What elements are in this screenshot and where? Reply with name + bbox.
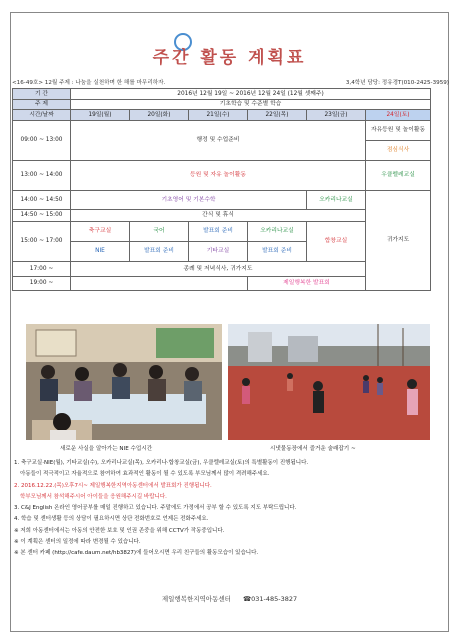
left-photo-caption: 새로운 사실을 알아가는 NIE 수업시간 — [60, 446, 153, 452]
time-slot: 19:00 ~ — [13, 277, 71, 291]
fri-event-recital: 제일행복한 발표회 — [248, 277, 366, 291]
wed-activity-rehearsal: 발표회 준비 — [189, 222, 248, 242]
day-header: 21일(수) — [189, 110, 248, 121]
note-item: 2. 2016.12.22.(목)오후7시~ 제일행복한지역아동센터에서 발표회가 진행됩니다. — [14, 482, 212, 489]
period-value: 2016년 12월 19일 ~ 2016년 12월 24일 (12월 셋째주) — [71, 89, 431, 100]
tue-activity-rehearsal: 발표회 준비 — [130, 242, 189, 262]
activity-dinner: 종례 및 저녁식사, 귀가지도 — [71, 262, 366, 277]
activity-snack: 간식 및 휴식 — [71, 210, 366, 222]
time-slot: 13:00 ~ 14:00 — [13, 161, 71, 191]
time-slot: 14:50 ~ 15:00 — [13, 210, 71, 222]
footer — [0, 594, 459, 603]
theme-label: 주 제 — [13, 100, 71, 110]
activity-ocarina: 오카리나교실 — [307, 191, 366, 210]
note-item: 1. 축구교실·NIE(월), 기타교실(수), 오카리나교실(목), 오카리나·합창교실(금), 우클렐레교실(토)의 특별활동이 진행됩니다. — [14, 460, 309, 466]
mon-activity-nie: NIE — [71, 242, 130, 262]
day-header: 19일(월) — [71, 110, 130, 121]
time-slot: 14:00 ~ 14:50 — [13, 191, 71, 210]
notices — [14, 458, 432, 560]
wed-activity-guitar: 기타교실 — [189, 242, 248, 262]
day-header: 22일(목) — [248, 110, 307, 121]
thu-activity-ocarina: 오카리나교실 — [248, 222, 307, 242]
center-name: 제일행복한지역아동센터 — [161, 595, 231, 603]
time-slot: 09:00 ~ 13:00 — [13, 121, 71, 161]
saturday-free-play: 자유등원 및 놀이활동 — [366, 121, 431, 141]
schedule-table — [12, 88, 431, 291]
playground-photo — [228, 324, 430, 440]
activity-basic-study: 기초영어 및 기본수학 — [71, 191, 307, 210]
tue-activity-korean: 국어 — [130, 222, 189, 242]
time-day-label: 시간/날짜 — [13, 110, 71, 121]
header-theme: <16-49호> 12월 주제 : 나눔을 실천하며 한 해를 마무리하자. — [12, 80, 166, 86]
time-slot: 15:00 ~ 17:00 — [13, 222, 71, 262]
note-item: 학부모님께서 참석해주시어 아이들을 응원해주시길 바랍니다. — [20, 493, 167, 500]
header-contact: 3,4학년 담당: 정유경T(010-2425-3959) — [345, 80, 449, 86]
time-slot: 17:00 ~ — [13, 262, 71, 277]
activity-play: 등원 및 자유 놀이활동 — [71, 161, 366, 191]
classroom-photo — [26, 324, 222, 440]
mon-activity-soccer: 축구교실 — [71, 222, 130, 242]
period-label: 기 간 — [13, 89, 71, 100]
saturday-go-home: 귀가지도 — [366, 191, 431, 291]
thu-activity-rehearsal: 발표회 준비 — [248, 242, 307, 262]
note-item: 3. C&J English 온라인 영어공부를 매일 진행하고 있습니다. 주말에도 가정에서 공부 할 수 있도록 지도 부탁드립니다. — [14, 505, 297, 512]
saturday-lunch: 점심식사 — [366, 141, 431, 161]
right-photo-caption: 시냇물동장에서 즐거운 술래잡기 ~ — [270, 446, 356, 452]
note-item: 아동들이 적극적이고 자율적으로 참여하여 효과적인 활동이 될 수 있도록 부모님께서 많이 격려해주세요. — [20, 471, 270, 478]
empty-cell — [71, 277, 248, 291]
note-item: 4. 학습 및 센터생활 등의 상담이 필요하시면 상단 전화번호로 언제든 전화주세요. — [14, 516, 209, 523]
note-item: ※ 본 센터 카페 (http://cafe.daum.net/hb3827)에 들어오시면 우리 친구들의 활동모습이 있습니다. — [14, 550, 259, 557]
page-title: 주간 활동 계획표 — [152, 48, 307, 68]
note-item: ※ 저희 아동센터에서는 아동의 안전한 보호 및 인권 존중을 위해 CCTV가 작동중입니다. — [14, 527, 225, 534]
note-item: ※ 이 계획은 센터의 일정에 따라 변경될 수 있습니다. — [14, 539, 141, 546]
center-phone: ☎031-485-3827 — [243, 595, 298, 603]
day-header-saturday: 24일(토) — [366, 110, 431, 121]
activity-admin: 행정 및 수업준비 — [71, 121, 366, 161]
fri-activity-choir: 합창교실 — [307, 222, 366, 262]
theme-value: 기초학습 및 수준별 학습 — [71, 100, 431, 110]
day-header: 23일(금) — [307, 110, 366, 121]
day-header: 20일(화) — [130, 110, 189, 121]
saturday-ukulele: 우클렐레교실 — [366, 161, 431, 191]
